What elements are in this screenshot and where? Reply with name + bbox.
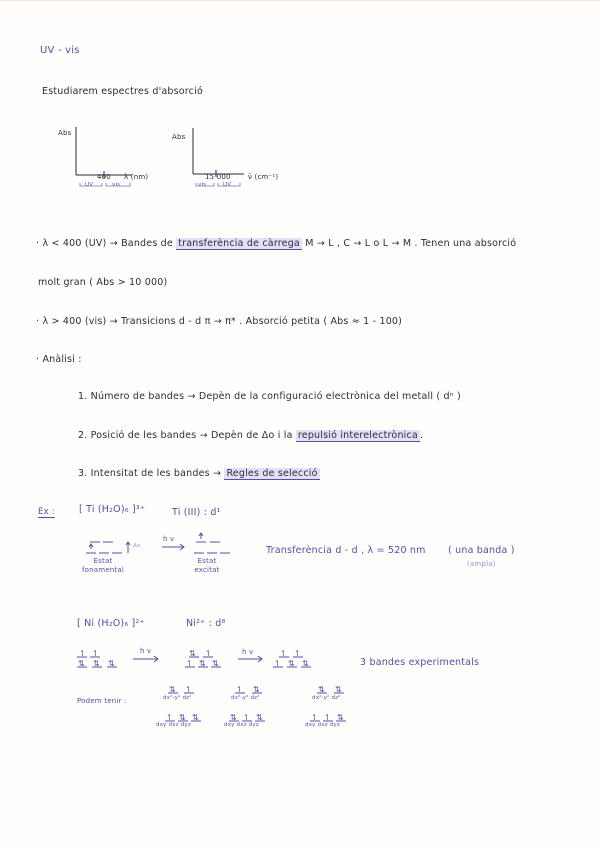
t2g-labels-3: dxy dxz dyz [305,722,340,728]
svg-text:⇅: ⇅ [253,685,260,694]
intro-text: Estudiarem espectres d'absorció [42,86,203,97]
interelectronic-repulsion-highlight: repulsió interelectrònica [297,430,418,441]
graph2-ylabel: Abs [172,133,186,141]
svg-text:⇅: ⇅ [179,713,186,722]
svg-text:↿: ↿ [166,713,173,722]
analysis-label: · Anàlisi : [36,354,82,365]
svg-text:⇅: ⇅ [212,659,219,668]
three-bands-text: 3 bandes experimentals [360,657,480,668]
svg-text:↿: ↿ [205,649,212,658]
svg-text:⇅: ⇅ [230,713,237,722]
uv-line-prefix: · λ < 400 (UV) → Bandes de [36,238,173,249]
svg-text:⇅: ⇅ [78,659,85,668]
graph1-tick-label: 400 [97,173,111,181]
selection-rules-highlight: Regles de selecció [226,468,318,479]
t2g-labels-2: dxy dxz dyz [224,722,259,728]
ti-complex: [ Ti (H₂O)₆ ]³⁺ [79,504,146,515]
spectra-sketches [0,1,600,849]
graph2-vis-region: vis [198,182,207,188]
svg-text:↿: ↿ [274,659,281,668]
graph1-vis-region: vis [112,182,121,188]
wide-band-text: (ampla) [467,560,496,568]
graph1-uv-region: UV [85,182,94,188]
graph1-ylabel: Abs [58,129,72,137]
delta-o-label: Δo [133,543,141,549]
graph1-xlabel: λ (nm) [124,173,149,181]
uv-line-suffix: M → L , C → L o L → M . Tenen una absorció [305,238,517,249]
graph2-uv-region: UV [223,182,232,188]
svg-text:⇅: ⇅ [169,685,176,694]
svg-text:⇅: ⇅ [108,659,115,668]
example-label: Ex : [38,507,55,517]
hv-label-1: h ν [163,535,175,543]
svg-text:⇅: ⇅ [335,685,342,694]
ni-complex: [ Ni (H₂O)₆ ]²⁺ [77,618,145,629]
svg-text:⇅: ⇅ [318,685,325,694]
eg-labels-1: dx²-y² dz² [163,695,192,701]
svg-text:↿: ↿ [243,713,250,722]
eg-labels-2: dx²-y² dz² [231,695,260,701]
svg-text:⇅: ⇅ [199,659,206,668]
analysis-item-3: 3. Intensitat de les bandes → Regles de selecció [78,468,318,479]
dd-transfer-text: Transferència d - d , λ = 520 nm [266,545,426,556]
analysis-item-1: 1. Número de bandes → Depèn de la configuració electrònica del metall ( dⁿ ) [78,391,461,402]
ni-ion-config: Ni²⁺ : d⁸ [186,618,226,629]
page-title: UV - vis [40,45,80,56]
ti-ion-config: Ti (III) : d¹ [172,507,221,518]
svg-text:⇅: ⇅ [302,659,309,668]
svg-text:↿: ↿ [236,685,243,694]
t2g-labels-1: dxy dxz dyz [156,722,191,728]
hv-label-2: h ν [140,647,152,655]
svg-text:↿: ↿ [280,649,287,658]
svg-text:↿: ↿ [294,649,301,658]
analysis-item-2: 2. Posició de les bandes → Depèn de Δo i la repulsió interelectrònica . [78,430,424,441]
svg-text:↿: ↿ [92,649,99,658]
svg-text:↿: ↿ [324,713,331,722]
svg-text:⇅: ⇅ [93,659,100,668]
eg-labels-3: dx²-y² dz² [312,695,341,701]
svg-text:⇅: ⇅ [192,713,199,722]
uv-line [36,238,516,249]
svg-text:⇅: ⇅ [337,713,344,722]
graph2-xlabel: ν̄ (cm⁻¹) [248,173,279,181]
charge-transfer-highlight: transferència de càrrega [178,238,300,249]
svg-text:⇅: ⇅ [288,659,295,668]
svg-text:↿: ↿ [79,649,86,658]
svg-text:↿: ↿ [311,713,318,722]
svg-text:↿: ↿ [186,659,193,668]
svg-text:↿: ↿ [185,685,192,694]
excited-state-label: Estat excitat [194,557,220,574]
uv-line-continuation: molt gran ( Abs > 10 000) [38,277,168,288]
svg-text:⇅: ⇅ [189,649,196,658]
hv-label-3: h ν [242,648,254,656]
vis-line: · λ > 400 (vis) → Transicions d - d π → π* . Absorció petita ( Abs ≈ 1 - 100) [36,316,403,327]
one-band-text: ( una banda ) [448,545,515,556]
ground-state-label: Estat fonamental [81,557,124,574]
possible-configs-label: Podem tenir : [77,697,127,705]
svg-text:⇅: ⇅ [256,713,263,722]
graph2-tick-label: 15 000 [205,173,231,181]
